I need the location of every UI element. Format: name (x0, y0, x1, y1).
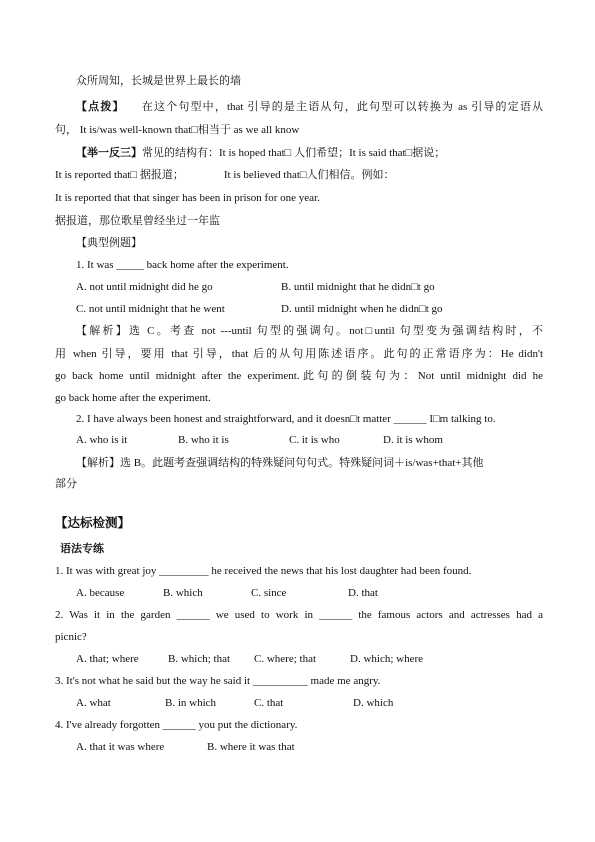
example-translation: 众所周知，长城是世界上最长的墙 (76, 75, 241, 87)
option-d: D. it is whom (383, 434, 443, 446)
question-2: 2. I have always been honest and straightforward, and it doesn□t matter ______ I□m talking to. (76, 413, 496, 425)
tip-tag: 【点拨】 (76, 101, 125, 113)
section-heading: 【达标检测】 (55, 515, 131, 530)
exercise-1: 1. It was with great joy _________ he received the news that his lost daughter had been found. (55, 565, 472, 577)
option-a: A. what (76, 697, 111, 709)
option-b: B. where it was that (207, 741, 295, 753)
analysis-1-line-2: 用 when 引导，要用 that 引导，that 后的从句用陈述语序。此句的正常语序为：He didn't (55, 348, 543, 360)
analysis-2-line-1: 【解析】选 B。此题考查强调结构的特殊疑问句句式。特殊疑问词＋is/was+that+其他 (76, 457, 484, 469)
option-a: A. that it was where (76, 741, 165, 753)
option-d: D. that (348, 587, 378, 599)
typical-examples-heading: 【典型例题】 (76, 237, 142, 249)
option-c: C. it is who (289, 434, 340, 446)
exercise-3: 3. It's not what he said but the way he said it __________ made me angry. (55, 675, 381, 687)
extension-line (76, 146, 543, 160)
example-sentence: It is reported that that singer has been in prison for one year. (55, 192, 320, 204)
analysis-1-line-3: go back home until midnight after the experiment.此句的倒装句为：Not until midnight did he (55, 370, 543, 382)
option-b: B. in which (165, 697, 217, 709)
reported-phrase: It is reported that□ 据报道； (55, 169, 184, 181)
option-c: C. not until midnight that he went (76, 303, 225, 315)
option-b: B. which (163, 587, 203, 599)
exercise-2-cont: picnic? (55, 631, 87, 643)
option-d: D. until midnight when he didn□t go (281, 303, 443, 315)
option-a: A. who is it (76, 434, 128, 446)
option-b: B. who it is (178, 434, 229, 446)
option-c: C. that (254, 697, 284, 709)
extension-tag: 【举一反三】 (76, 147, 142, 159)
extension-text: 常见的结构有：It is hoped that□ 人们希望；It is said that□据说； (142, 147, 446, 159)
option-d: D. which; where (350, 653, 424, 665)
tip-line-cont: 句， It is/was well-known that□相当于 as we all know (55, 124, 300, 136)
option-a: A. that; where (76, 653, 139, 665)
option-b: B. which; that (168, 653, 231, 665)
exercise-4: 4. I've already forgotten ______ you put the dictionary. (55, 719, 298, 731)
option-b: B. until midnight that he didn□t go (281, 281, 435, 293)
question-1: 1. It was _____ back home after the experiment. (76, 259, 289, 271)
tip-text: 在这个句型中，that 引导的是主语从句，此句型可以转换为 as 引导的定语从 (140, 101, 544, 113)
analysis-1-line-1: 【解析】选 C。考查 not ---until 句型的强调句。not□until 句型变为强调结构时，不 (76, 325, 543, 337)
extension-line-cont (55, 168, 543, 182)
section-subheading: 语法专练 (60, 542, 104, 555)
example-sentence-translation: 据报道，那位歌星曾经坐过一年监 (55, 215, 220, 227)
option-c: C. since (251, 587, 287, 599)
option-a: A. because (76, 587, 125, 599)
tip-line (76, 100, 543, 114)
option-c: C. where; that (254, 653, 317, 665)
option-d: D. which (353, 697, 394, 709)
option-a: A. not until midnight did he go (76, 281, 213, 293)
believed-phrase: It is believed that□人们相信。例如： (223, 169, 395, 181)
analysis-2-line-2: 部分 (55, 478, 77, 490)
analysis-1-line-4: go back home after the experiment. (55, 392, 211, 404)
exercise-2: 2. Was it in the garden ______ we used to work in ______ the famous actors and actresses had a (55, 609, 543, 621)
